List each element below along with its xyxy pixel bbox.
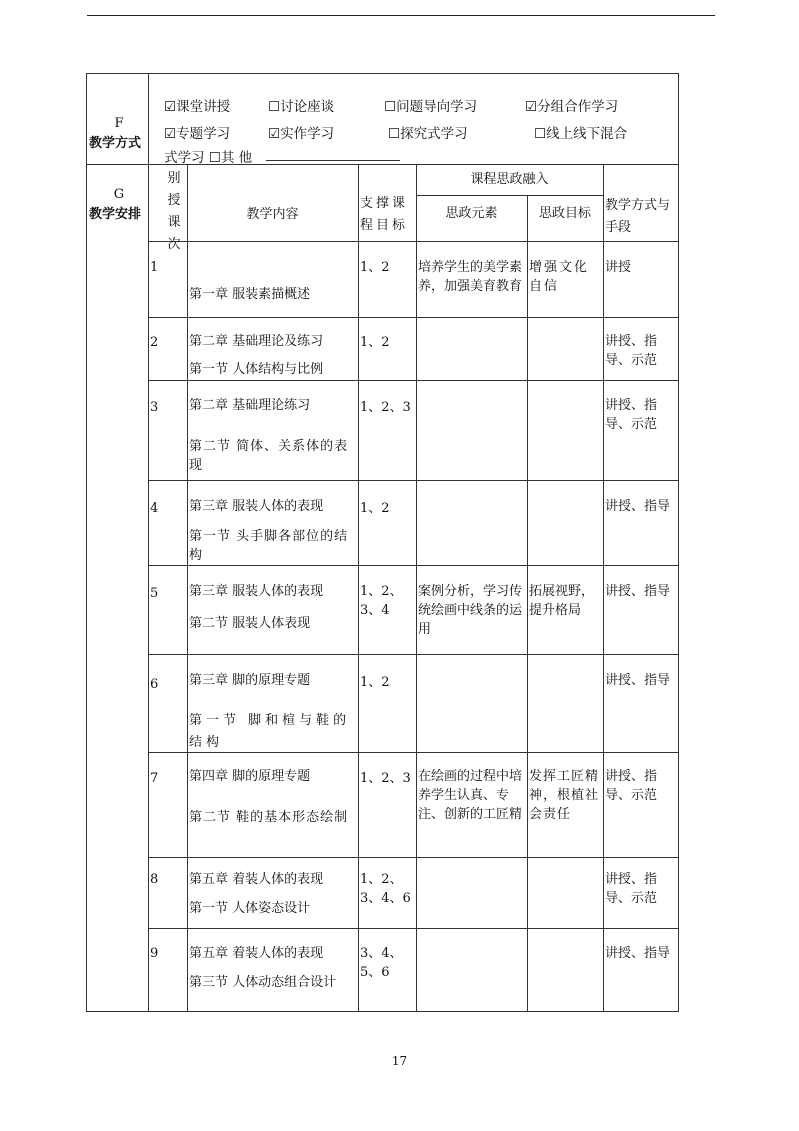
row-3-goal: 1、2、3 <box>360 400 411 415</box>
row-4-goal: 1、2 <box>360 501 390 516</box>
option-inquiry[interactable]: ☐探究式学习 <box>388 126 468 142</box>
header-bottom-rule <box>148 241 679 242</box>
section-f-letter: F <box>114 116 124 131</box>
row-1-goal: 1、2 <box>360 260 390 275</box>
row-1-method: 讲授 <box>605 260 632 275</box>
row-5-goal: 1、2、3、4 <box>360 584 403 618</box>
section-g-label: 教学安排 <box>89 207 142 222</box>
row-7-target: 发挥工匠精神，根植社会责任 <box>529 769 600 822</box>
row-8-content-section: 第一节 人体姿态设计 <box>189 901 311 916</box>
row-divider-3 <box>148 480 679 481</box>
row-5-no: 5 <box>150 586 159 601</box>
row-5-content-section: 第二节 服装人体表现 <box>189 616 311 631</box>
row-2-no: 2 <box>150 335 159 350</box>
col-divider-goal <box>416 164 417 1011</box>
row-1-element: 培养学生的美学素养，加强美育教育 <box>418 260 523 294</box>
row-9-content-section: 第三节 人体动态组合设计 <box>189 975 337 990</box>
table-border-bottom <box>86 1011 679 1012</box>
other-blank-line[interactable] <box>266 160 400 161</box>
row-divider-4 <box>148 565 679 566</box>
page-number: 17 <box>391 1054 408 1068</box>
row-7-content-section: 第二节 鞋的基本形态绘制 <box>189 810 349 825</box>
header-subdivider <box>416 195 603 196</box>
row-2-method: 讲授、指导、示范 <box>605 334 658 368</box>
row-8-method: 讲授、指导、示范 <box>605 872 658 906</box>
option-discussion[interactable]: ☐讨论座谈 <box>268 99 335 115</box>
table-border-top <box>86 73 679 74</box>
row-5-method: 讲授、指导 <box>605 584 671 599</box>
row-1-target: 增强文化自信 <box>529 260 590 294</box>
option-other[interactable]: 式学习 ☐其 他 <box>164 150 253 166</box>
row-6-no: 6 <box>150 677 159 692</box>
row-3-method: 讲授、指导、示范 <box>605 398 658 432</box>
row-divider-8 <box>148 928 679 929</box>
option-group-work[interactable]: ☑分组合作学习 <box>525 99 619 115</box>
row-2-content-chapter: 第二章 基础理论及练习 <box>189 334 324 349</box>
row-6-method: 讲授、指导 <box>605 673 671 688</box>
row-1-no: 1 <box>150 260 159 275</box>
row-9-content-chapter: 第五章 着装人体的表现 <box>189 946 324 961</box>
row-5-element: 案例分析，学习传统绘画中线条的运用 <box>418 584 523 637</box>
header-rule <box>87 15 715 16</box>
row-7-goal: 1、2、3 <box>360 771 411 786</box>
header-session: 别授课次 <box>167 171 181 252</box>
row-6-goal: 1、2 <box>360 675 390 690</box>
col-divider-label <box>148 73 149 1011</box>
row-4-no: 4 <box>150 501 159 516</box>
header-method: 教学方式与手段 <box>605 198 671 235</box>
row-7-no: 7 <box>150 771 159 786</box>
row-4-content-section: 第一节 头手脚各部位的结构 <box>189 529 349 563</box>
header-ideology: 课程思政融入 <box>470 172 549 187</box>
row-2-content-section: 第一节 人体结构与比例 <box>189 362 324 377</box>
row-9-no: 9 <box>150 946 159 961</box>
row-9-goal: 3、4、5、6 <box>360 946 403 980</box>
header-target: 思政目标 <box>538 206 591 221</box>
row-6-content-section: 第一节 脚和楦与鞋的结构 <box>189 713 351 750</box>
row-7-element: 在绘画的过程中培养学生认真、专注、创新的工匠精 <box>418 769 523 822</box>
row-1-content: 第一章 服装素描概述 <box>189 287 311 302</box>
option-blended[interactable]: ☐线上线下混合 <box>534 126 628 142</box>
row-7-method: 讲授、指导、示范 <box>605 769 658 803</box>
row-divider-5 <box>148 654 679 655</box>
option-problem-based[interactable]: ☐问题导向学习 <box>384 99 478 115</box>
row-divider-1 <box>148 317 679 318</box>
row-8-no: 8 <box>150 872 159 887</box>
section-g-letter: G <box>113 187 125 202</box>
col-divider-content <box>358 164 359 1011</box>
option-practical[interactable]: ☑实作学习 <box>268 126 335 142</box>
row-8-goal: 1、2、3、4、6 <box>360 872 411 906</box>
option-topic-study[interactable]: ☑专题学习 <box>164 126 231 142</box>
row-9-method: 讲授、指导 <box>605 946 671 961</box>
header-element: 思政元素 <box>445 206 498 221</box>
row-8-content-chapter: 第五章 着装人体的表现 <box>189 872 324 887</box>
row-6-content-chapter: 第三章 脚的原理专题 <box>189 673 311 688</box>
row-4-content-chapter: 第三章 服装人体的表现 <box>189 499 324 514</box>
header-content: 教学内容 <box>246 207 299 222</box>
col-divider-session <box>187 164 188 1011</box>
row-5-target: 拓展视野，提升格局 <box>529 584 595 618</box>
row-4-method: 讲授、指导 <box>605 499 671 514</box>
row-3-no: 3 <box>150 400 159 415</box>
col-divider-element <box>527 195 528 1011</box>
row-3-content-section: 第二节 简体、关系体的表现 <box>189 439 349 473</box>
row-3-content-chapter: 第二章 基础理论练习 <box>189 398 311 413</box>
row-7-content-chapter: 第四章 脚的原理专题 <box>189 769 311 784</box>
section-f-label: 教学方式 <box>89 136 142 151</box>
row-5-content-chapter: 第三章 服装人体的表现 <box>189 584 324 599</box>
row-2-goal: 1、2 <box>360 335 390 350</box>
header-goal: 支撑课程目标 <box>360 196 409 233</box>
option-lecture[interactable]: ☑课堂讲授 <box>164 99 231 115</box>
row-divider-2 <box>148 380 679 381</box>
col-divider-target <box>603 164 604 1011</box>
row-divider-7 <box>148 857 679 858</box>
